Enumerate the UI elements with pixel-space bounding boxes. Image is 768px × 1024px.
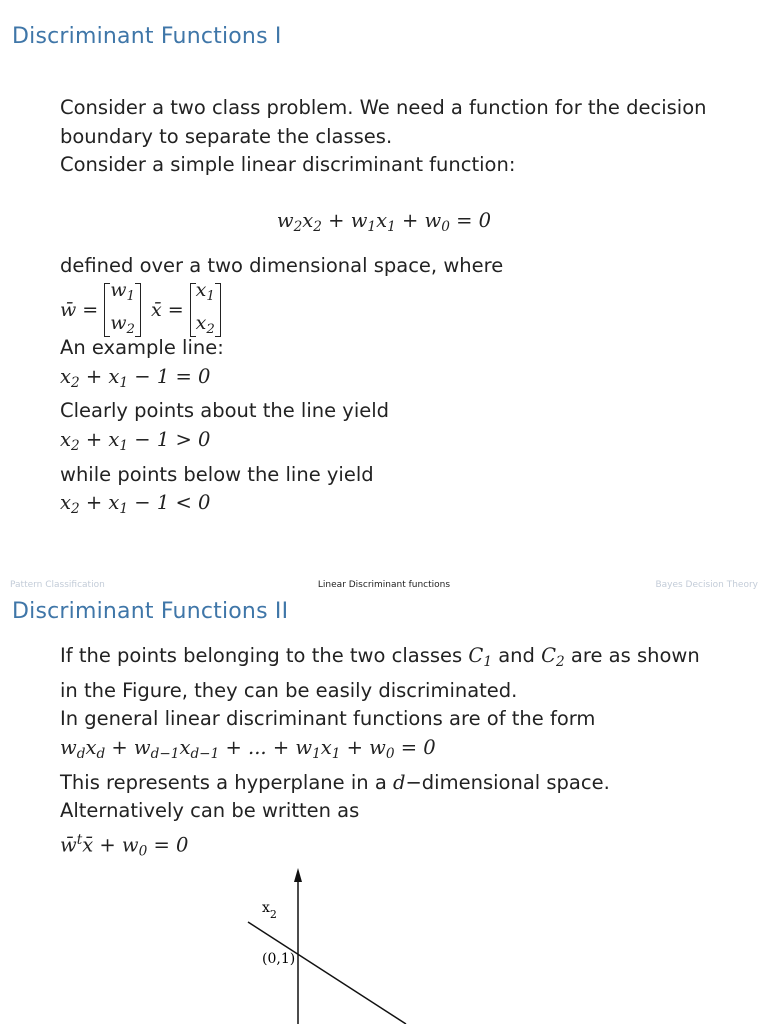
classes-text-c: are as shown [564, 644, 700, 667]
w-vector-entry-2: $w_2$ [110, 312, 135, 337]
defined-line: defined over a two dimensional space, where [60, 254, 504, 277]
x-vector-entry-2: $x_2$ [195, 312, 215, 337]
linear-discriminant-equation: $w_2x_2 + w_1x_1 + w_0 = 0$ [276, 209, 492, 236]
x2-axis-label: $x_2$ [262, 900, 277, 921]
below-equation: $x_2 + x_1 - 1 < 0$ [60, 491, 211, 518]
footer-right: Bayes Decision Theory [655, 580, 758, 590]
general-equation: $w_dx_d + w_{d-1}x_{d-1}$ + ... + $w_1x_1 + w_0 = 0$ [60, 735, 436, 762]
classes-line [60, 642, 700, 677]
x-bar-symbol: x̄ = [150, 299, 184, 321]
example-block [60, 334, 389, 524]
intro-line-2: boundary to separate the classes. [60, 124, 393, 148]
intro-line-1: Consider a two class problem. We need a function for the decision [60, 96, 707, 119]
example-equation: $x_2 + x_1 - 1 = 0$ [60, 364, 211, 391]
below-text: while points below the line yield [60, 462, 374, 486]
decision-boundary-figure [0, 860, 768, 1024]
classes-text-a: If the points belonging to the two classes [60, 644, 469, 667]
w-bar-symbol: w̄ = [60, 299, 99, 321]
classes-text-b: and [492, 644, 542, 667]
vector-definitions [60, 279, 227, 338]
intercept-label: (0,1) [262, 951, 296, 967]
slide-footer [0, 580, 768, 594]
above-text: Clearly points about the line yield [60, 399, 390, 423]
footer-left: Pattern Classification [10, 580, 105, 590]
hyperplane-d: d [392, 770, 406, 794]
hyperplane-line [60, 769, 700, 798]
class-c1: $C_1$ [468, 644, 492, 671]
x-vector [190, 279, 221, 337]
general-form-line: In general linear discriminant functions are of the form [60, 707, 596, 731]
x2-axis-arrowhead [294, 868, 302, 882]
slide2-title: Discriminant Functions II [12, 599, 289, 624]
footer-center: Linear Discriminant functions [317, 580, 451, 590]
slide1-intro [60, 94, 707, 180]
w-vector-entry-1: $w_1$ [110, 279, 135, 304]
slide1-title: Discriminant Functions I [12, 24, 282, 49]
alternative-line: Alternatively can be written as [60, 799, 360, 823]
class-c2: $C_2$ [541, 644, 565, 671]
example-label: An example line: [60, 336, 224, 359]
decision-line [248, 922, 406, 1024]
w-vector [104, 279, 141, 337]
x2-axis-label-subscript: 2 [269, 908, 277, 921]
x-vector-entry-1: $x_1$ [195, 279, 215, 304]
above-equation: $x_2 + x_1 - 1 > 0$ [60, 427, 211, 454]
figure-line: in the Figure, they can be easily discriminated. [60, 678, 518, 702]
intro-line-3: Consider a simple linear discriminant function: [60, 153, 516, 177]
hyperplane-text-a: This represents a hyperplane in a [60, 770, 393, 794]
vector-equation: w̄$^t$x̄ + $w_0 = 0$ [60, 831, 189, 860]
hyperplane-text-b: −dimensional space. [405, 770, 610, 794]
slide2-body [60, 642, 700, 866]
